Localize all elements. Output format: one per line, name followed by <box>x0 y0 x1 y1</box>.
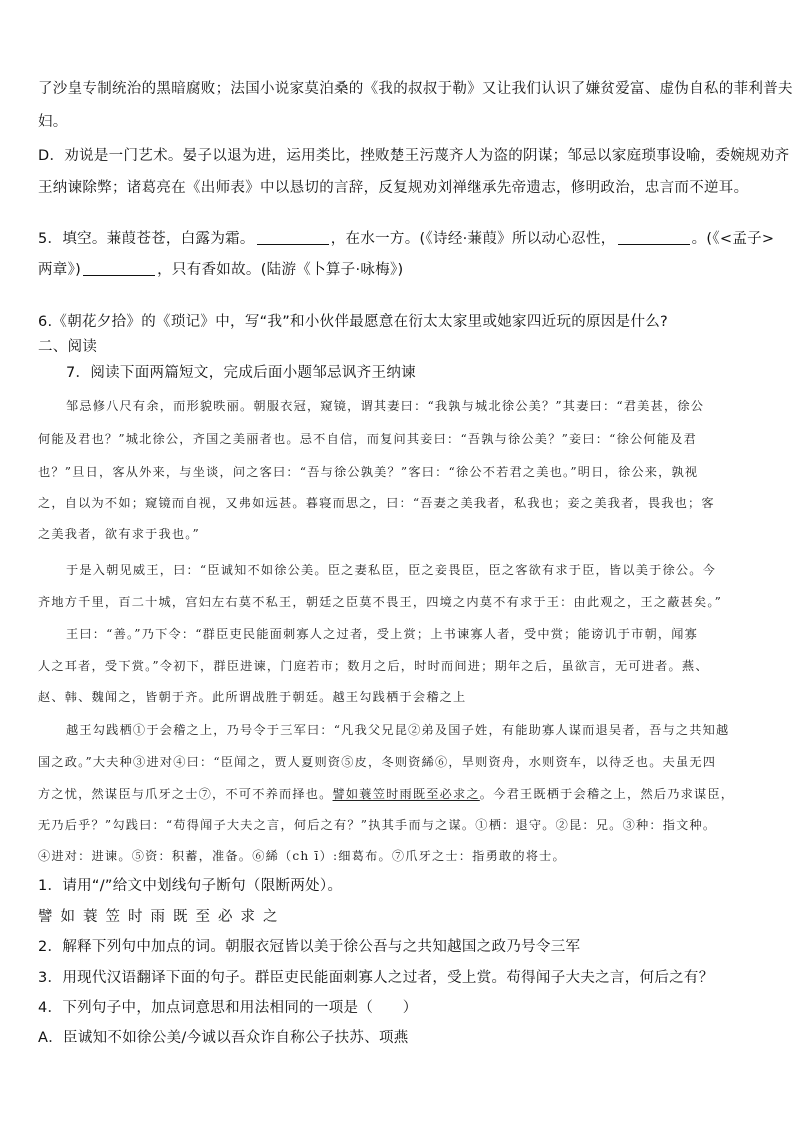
classical-text-line: 之美我者，欲有求于我也。” <box>38 527 200 541</box>
classical-text: 。今君王既栖于会稽之上，然后乃求谋臣， <box>479 787 735 801</box>
sub-question-3: 3．用现代汉语翻译下面的句子。群臣吏民能面刺寡人之过者，受上赏。苟得闻子大夫之言，何后之有？ <box>38 970 714 986</box>
sub-question-2: 2．解释下列句中加点的词。朝服衣冠皆以美于徐公吾与之共知越国之政乃号令三军 <box>38 939 581 955</box>
q5-text: ，在水一方。(《诗经·蒹葭》所以动心忍性， <box>330 231 616 247</box>
sentence-to-punctuate: 譬如蓑笠时雨既至必求之 <box>38 909 286 925</box>
classical-text: 方之忧，然谋臣与爪牙之士⑦，不可不养而择也。 <box>38 787 333 801</box>
q5-text: 5．填空。蒹葭苍苍，白露为霜。 <box>38 231 255 247</box>
text-line: D．劝说是一门艺术。晏子以退为进，运用类比，挫败楚王污蔑齐人为盗的阴谋；邹忌以家庭琐事设喻，委婉规劝齐 <box>38 148 790 164</box>
footnotes-line: ④进对：进谏。⑤资：积蓄，准备。⑥絺（ch ī）:细葛布。⑦爪牙之士：指勇敢的将士。 <box>38 849 566 863</box>
text-line: 了沙皇专制统治的黑暗腐败；法国小说家莫泊桑的《我的叔叔于勒》又让我们认识了嫌贫爱富、虚伪自私的菲利普夫 <box>38 81 793 97</box>
classical-text-line: 无乃后乎？”勾践曰：“苟得闻子大夫之言，何后之有？”执其手而与之谋。①栖：退守。②昆：兄。③种：指文种。 <box>38 818 717 832</box>
answer-blank[interactable] <box>257 230 329 245</box>
classical-text-line: 越王勾践栖①于会稽之上，乃号令于三军曰：“凡我父兄昆②弟及国子姓，有能助寡人谋而退吴者，吾与之共知越 <box>66 723 730 737</box>
answer-blank[interactable] <box>83 261 155 276</box>
classical-text-line: 齐地方千里，百二十城，宫妇左右莫不私王，朝廷之臣莫不畏王，四境之内莫不有求于王：由此观之，王之蔽甚矣。” <box>38 595 723 609</box>
section-heading: 二、阅读 <box>38 339 98 355</box>
question-7: 7．阅读下面两篇短文，完成后面小题邹忌讽齐王纳谏 <box>66 365 416 381</box>
classical-text-line <box>38 784 734 804</box>
text-line: 王纳谏除弊；诸葛亮在《出师表》中以恳切的言辞，反复规劝刘禅继承先帝遗志，修明政治，忠言而不逆耳。 <box>38 180 749 196</box>
sub-question-4: 4．下列句子中，加点词意思和用法相同的一项是（ ） <box>38 1000 418 1016</box>
classical-text-line: 何能及君也？”城北徐公，齐国之美丽者也。忌不自信，而复问其妾曰：“吾孰与徐公美？”妾曰：“徐公何能及君 <box>38 432 697 446</box>
classical-text-line: 之，自以为不如；窥镜而自视，又弗如远甚。暮寝而思之，曰：“吾妻之美我者，私我也；妾之美我者，畏我也；客 <box>38 496 715 510</box>
question-5-line-2 <box>38 260 403 280</box>
text-line: 妇。 <box>38 114 68 130</box>
classical-text-line: 王曰：“善。”乃下令：“群臣吏民能面刺寡人之过者，受上赏；上书谏寡人者，受中赏；能谤讥于市朝，闻寡 <box>66 627 699 641</box>
q5-text: ，只有香如故。(陆游《卜算子·咏梅》) <box>157 262 404 278</box>
sub-question-1: 1．请用“/”给文中划线句子断句（限断两处）。 <box>38 878 343 894</box>
q5-text: 两章》) <box>38 262 82 278</box>
classical-text-line: 赵、韩、魏闻之，皆朝于齐。此所谓战胜于朝廷。越王勾践栖于会稽之上 <box>38 690 467 704</box>
option-a: A．臣诚知不如徐公美/今诚以吾众诈自称公子扶苏、项燕 <box>38 1030 409 1046</box>
classical-text-line: 于是入朝见威王，曰：“臣诚知不如徐公美。臣之妻私臣，臣之妾畏臣，臣之客欲有求于臣，皆以美于徐公。今 <box>66 563 717 577</box>
classical-text-line: 也？”旦日，客从外来，与坐谈，问之客曰：“吾与徐公孰美？”客曰：“徐公不若君之美也。”明日，徐公来，孰视 <box>38 465 699 479</box>
question-6: 6.《朝花夕拾》的《琐记》中，写“我”和小伙伴最愿意在衍太太家里或她家四近玩的原因是什么? <box>38 314 669 330</box>
answer-blank[interactable] <box>618 230 690 245</box>
question-5-line-1 <box>38 229 774 249</box>
underlined-sentence: 譬如蓑笠时雨既至必求之 <box>332 787 480 801</box>
classical-text-line: 邹忌修八尺有余，而形貌昳丽。朝服衣冠，窥镜，谓其妻曰：“我孰与城北徐公美？”其妻曰：“君美甚，徐公 <box>66 399 705 413</box>
classical-text-line: 国之政。”大夫种③进对④曰：“臣闻之，贾人夏则资⑤皮，冬则资絺⑥，旱则资舟，水则资车，以待乏也。夫虽无四 <box>38 755 717 769</box>
classical-text-line: 人之耳者，受下赏。”令初下，群臣进谏，门庭若市；数月之后，时时而间进；期年之后，虽欲言，无可进者。燕、 <box>38 659 709 673</box>
q5-text: 。(《<孟子> <box>691 231 775 247</box>
